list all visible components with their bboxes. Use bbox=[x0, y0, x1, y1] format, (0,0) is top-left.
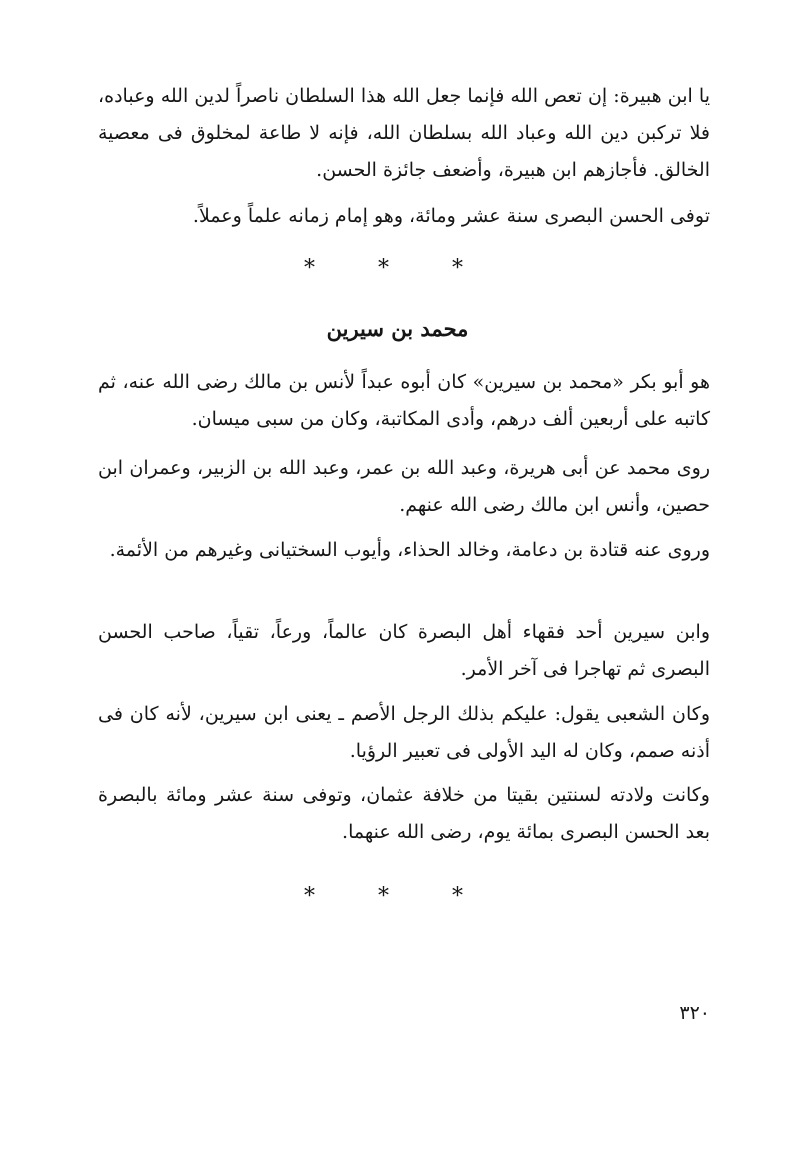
paragraph-narrated-by: وروى عنه قتادة بن دعامة، وخالد الحذاء، وأيوب السختيانى وغيرهم من الأئمة. bbox=[109, 539, 710, 561]
page-number: ٣٢٠ bbox=[679, 1002, 710, 1024]
paragraph-scholar: وابن سيرين أحد فقهاء أهل البصرة كان عالماً، ورعاً، تقياً، صاحب الحسن البصرى ثم تهاجرا فى آخر الأمر. bbox=[98, 621, 710, 680]
paragraph-narrated-from: روى محمد عن أبى هريرة، وعبد الله بن عمر، وعبد الله بن الزبير، وعمران ابن حصين، وأنس ابن مالك رضى الله عنهم. bbox=[98, 457, 710, 516]
paragraph-ibn-hubayra: يا ابن هبيرة: إن تعص الله فإنما جعل الله هذا السلطان ناصراً لدين الله وعباده، فلا تركبن دين الله وعباد الله بسلطان الله، فإنه لا طاعة لمخلوق فى معصية الخالق. فأجازهم ابن هبيرة، وأضعف جائزة الحسن. bbox=[98, 85, 711, 181]
section-heading: محمد بن سيرين bbox=[326, 316, 469, 341]
paragraph-hasan-death: توفى الحسن البصرى سنة عشر ومائة، وهو إمام زمانه علماً وعملاً. bbox=[192, 205, 710, 227]
section-separator-bottom bbox=[0, 884, 795, 909]
paragraph-birth-death: وكانت ولادته لسنتين بقيتا من خلافة عثمان، وتوفى سنة عشر ومائة بالبصرة بعد الحسن البصرى بمائة يوم، رضى الله عنهما. bbox=[98, 784, 710, 843]
section-separator bbox=[0, 256, 795, 281]
paragraph-shabi-quote: وكان الشعبى يقول: عليكم بذلك الرجل الأصم ـ يعنى ابن سيرين، لأنه كان فى أذنه صمم، وكان له اليد الأولى فى تعبير الرؤيا. bbox=[98, 703, 710, 762]
separator-stars: * * * bbox=[304, 256, 491, 281]
separator-stars-bottom: * * * bbox=[304, 884, 491, 909]
paragraph-biography: هو أبو بكر «محمد بن سيرين» كان أبوه عبداً لأنس بن مالك رضى الله عنه، ثم كاتبه على أربعين ألف درهم، وأدى المكاتبة، وكان من سبى ميسان. bbox=[98, 371, 710, 430]
